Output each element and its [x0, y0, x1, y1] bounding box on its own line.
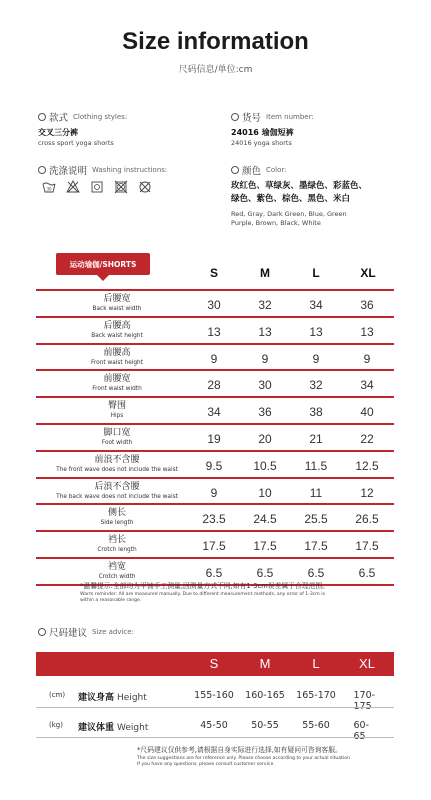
item-value-en: 24016 yoga shorts	[231, 139, 292, 147]
row-label	[36, 374, 198, 393]
advice-label-en: Size advice:	[92, 628, 134, 636]
row-label-en: The back wave does not include the waist	[56, 493, 178, 500]
row-label-en: Crotch length	[97, 547, 137, 554]
size-header-xl: XL	[360, 266, 376, 280]
row-label	[36, 428, 198, 447]
row-label-cn: 裆宽	[107, 561, 126, 572]
row-value: 6.5	[256, 565, 274, 580]
footer-en-line-1: The size suggestions are for reference only. Please choose according to your actual situation	[137, 756, 350, 761]
row-value: 9	[210, 351, 218, 366]
row-value: 34	[360, 378, 374, 393]
style-value: 交叉三分裤	[38, 128, 78, 137]
row-value: 38	[309, 405, 323, 420]
table-row	[36, 452, 394, 479]
weight-value-l: 55-60	[302, 720, 330, 731]
row-label	[36, 508, 198, 527]
bullet-circle-icon	[38, 113, 46, 121]
row-value: 32	[258, 298, 272, 312]
table-row	[36, 425, 394, 452]
size-header-m: M	[260, 266, 270, 280]
row-value: 9.5	[205, 458, 223, 473]
table-row	[36, 479, 394, 506]
bullet-circle-icon	[38, 628, 46, 636]
category-badge: 运动瑜伽/SHORTS	[56, 253, 150, 275]
row-value: 10.5	[253, 458, 277, 473]
wash-label-en: Washing instructions:	[92, 166, 168, 174]
item-label: 货号	[242, 113, 262, 124]
advice-heading	[38, 625, 134, 639]
row-label	[36, 401, 198, 420]
bullet-circle-icon	[38, 166, 46, 174]
color-label-en: Color:	[266, 166, 287, 174]
row-value: 19	[207, 431, 221, 446]
row-value: 36	[258, 405, 272, 420]
color-value-en-line-2: Purple, Brown, Black, White	[231, 219, 321, 227]
height-unit: (cm)	[49, 691, 66, 699]
row-value: 22	[360, 431, 374, 446]
row-value: 9	[363, 351, 371, 366]
row-label	[36, 482, 198, 501]
row-label-cn: 前腰高	[103, 347, 131, 358]
row-label	[36, 455, 198, 474]
row-value: 6.5	[307, 565, 325, 580]
row-value: 9	[210, 485, 218, 500]
table-row	[36, 318, 394, 345]
row-label-cn: 后腰高	[103, 320, 131, 331]
page-title: Size information	[122, 28, 309, 55]
color-value-line-2: 绿色、紫色、棕色、黑色、米白	[231, 194, 351, 204]
size-table	[36, 289, 394, 586]
iron-low-icon	[90, 180, 104, 194]
row-label	[36, 348, 198, 367]
height-label-en: Height	[117, 693, 147, 703]
item-number-info	[231, 110, 314, 147]
row-label	[36, 294, 198, 313]
advice-divider	[36, 707, 394, 708]
row-value: 30	[258, 378, 272, 393]
row-value: 11	[309, 485, 323, 500]
row-value: 9	[312, 351, 320, 366]
wash-30-icon	[42, 180, 56, 194]
row-label-en: Front waist width	[92, 386, 142, 393]
row-value: 21	[309, 431, 323, 446]
item-value: 24016 瑜伽短裤	[231, 128, 294, 137]
row-value: 11.5	[304, 458, 328, 473]
svg-text:30: 30	[46, 186, 52, 192]
row-label-cn: 后腰宽	[103, 294, 131, 304]
row-label-en: Hips	[110, 413, 124, 420]
size-header-l: L	[312, 266, 320, 280]
color-value-en-line-1: Red, Gray, Dark Green, Blue, Green	[231, 210, 347, 218]
row-value: 32	[309, 378, 323, 393]
row-label-cn: 侧长	[107, 508, 126, 519]
row-value: 23.5	[202, 512, 226, 527]
note-en-line-2: within a reasonable range.	[80, 598, 142, 603]
row-label-en: Crotch width	[98, 573, 136, 580]
item-label-en: Item number:	[266, 113, 314, 121]
wash-icons	[42, 180, 152, 194]
row-value: 6.5	[358, 565, 376, 580]
row-value: 13	[258, 324, 272, 339]
row-value: 12	[360, 485, 374, 500]
row-label-cn: 前腰宽	[103, 374, 131, 385]
row-label-en: The front wave does not include the waist	[56, 466, 178, 473]
row-value: 20	[258, 431, 272, 446]
row-label	[36, 321, 198, 340]
table-row	[36, 371, 394, 398]
style-label: 款式	[49, 113, 69, 124]
height-value-s: 155-160	[194, 690, 234, 701]
weight-unit: (kg)	[49, 721, 63, 729]
row-value: 13	[207, 324, 221, 339]
row-value: 17.5	[202, 539, 226, 554]
weight-label-en: Weight	[117, 723, 149, 733]
note-cn: *温馨提示:全部均为平铺手工测量,因测量方式不同,如有1-3cm误差属于合理范围。	[80, 582, 329, 590]
row-label-cn: 臀围	[107, 401, 126, 412]
weight-value-m: 50-55	[251, 720, 279, 731]
height-value-xl: 170-175	[353, 690, 376, 712]
color-value-line-1: 玫红色、草绿灰、墨绿色、彩蓝色、	[231, 181, 368, 191]
row-label-cn: 前浪不含腰	[94, 454, 140, 465]
weight-value-xl: 60-65	[353, 720, 370, 742]
advice-size-xl: XL	[359, 656, 375, 671]
table-row	[36, 505, 394, 532]
row-label-en: Foot width	[101, 439, 133, 446]
color-label: 颜色	[242, 166, 262, 177]
no-dry-clean-icon	[138, 180, 152, 194]
advice-size-m: M	[259, 656, 271, 671]
row-value: 34	[309, 298, 323, 312]
table-row	[36, 398, 394, 425]
table-row	[36, 532, 394, 559]
weight-label: 建议体重	[78, 723, 115, 733]
row-label-en: Back waist width	[92, 306, 142, 312]
height-label: 建议身高	[78, 693, 115, 703]
row-label-en: Side length	[100, 520, 134, 527]
row-value: 6.5	[205, 565, 223, 580]
row-label-cn: 脚口宽	[103, 427, 131, 438]
color-info	[231, 163, 367, 228]
row-value: 17.5	[355, 539, 379, 554]
height-value-m: 160-165	[245, 690, 285, 701]
style-value-en: cross sport yoga shorts	[38, 139, 114, 147]
row-value: 25.5	[304, 512, 328, 527]
page-subtitle: 尺码信息/单位:cm	[178, 65, 253, 75]
row-label	[36, 535, 198, 554]
bullet-circle-icon	[231, 113, 239, 121]
no-bleach-icon	[66, 180, 80, 194]
row-value: 24.5	[253, 512, 277, 527]
weight-value-s: 45-50	[200, 720, 228, 731]
row-label-en: Front waist height	[90, 359, 144, 366]
table-row	[36, 345, 394, 372]
row-value: 34	[207, 405, 221, 420]
footer-note	[137, 744, 427, 768]
row-label-en: Back waist height	[91, 332, 143, 339]
row-value: 30	[207, 298, 221, 312]
row-value: 28	[207, 378, 221, 393]
size-header	[0, 266, 431, 286]
row-value: 9	[261, 351, 269, 366]
row-value: 12.5	[355, 458, 379, 473]
row-value: 40	[360, 405, 374, 420]
row-label-cn: 后浪不含腰	[94, 481, 140, 492]
style-label-en: Clothing styles:	[73, 113, 128, 121]
footer-cn: *尺码建议仅供参考,请根据自身实际进行选择,如有疑问可咨询客服。	[137, 746, 342, 754]
wash-label: 洗涤说明	[49, 166, 88, 177]
table-row	[36, 291, 394, 318]
advice-size-bar	[36, 652, 394, 676]
row-label-cn: 裆长	[107, 535, 126, 546]
row-value: 26.5	[355, 512, 379, 527]
row-value: 17.5	[304, 539, 328, 554]
row-value: 36	[360, 298, 374, 312]
size-header-s: S	[209, 266, 219, 280]
row-value: 13	[360, 324, 374, 339]
row-label	[36, 562, 198, 581]
row-value: 17.5	[253, 539, 277, 554]
footer-en-line-2: If you have any questions, please consult customer service.	[137, 762, 275, 767]
height-value-l: 165-170	[296, 690, 336, 701]
advice-size-s: S	[209, 656, 219, 671]
style-info	[38, 110, 127, 147]
note-en-line-1: Warm reminder: All are measured manually. Due to different measurement methods, any error of 1-3cm is	[80, 592, 325, 597]
measure-note	[80, 580, 400, 604]
row-value: 13	[309, 324, 323, 339]
row-value: 10	[258, 485, 272, 500]
no-tumble-dry-icon	[114, 180, 128, 194]
advice-label: 尺码建议	[49, 628, 88, 639]
washing-info	[38, 163, 167, 177]
advice-divider	[36, 737, 394, 738]
bullet-circle-icon	[231, 166, 239, 174]
advice-size-l: L	[312, 656, 320, 671]
